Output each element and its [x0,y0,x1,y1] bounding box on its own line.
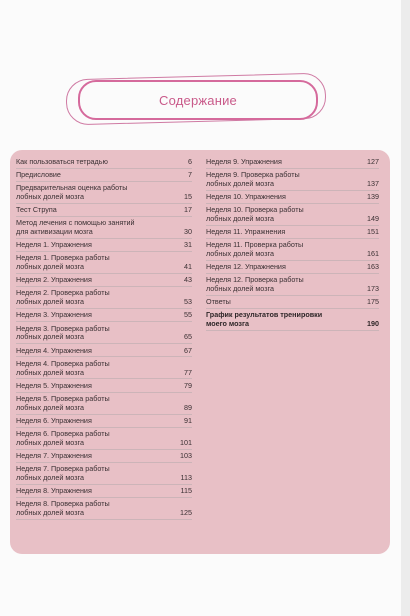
toc-entry-page-number: 17 [184,205,192,215]
toc-entry [16,206,192,217]
toc-entry [206,171,379,191]
toc-entry-title: Неделя 6. Проверка работы лобных долей мозга [16,428,110,447]
toc-entry-page-number: 151 [367,227,379,237]
toc-entry-title: Неделя 12. Проверка работы лобных долей мозга [206,275,304,294]
toc-entry-title: Неделя 12. Упражнения [206,262,286,272]
toc-entry [16,289,192,309]
toc-entry-page-number: 127 [367,157,379,166]
toc-entry-title: Метод лечения с помощью занятий для активизации мозга [16,218,135,237]
toc-entry-page-number: 190 [367,319,379,329]
toc-entry-title: Неделя 3. Упражнения [16,310,92,320]
toc-entry-page-number: 139 [367,192,379,202]
toc-panel [10,150,390,554]
page-title: Содержание [159,92,237,108]
toc-entry-title: Неделя 1. Проверка работы лобных долей мозга [16,253,110,272]
toc-entry [206,276,379,296]
toc-entry [16,500,192,520]
toc-entry-title: Неделя 10. Упражнения [206,192,286,202]
toc-entry [16,171,192,182]
toc-entry [16,465,192,485]
toc-entry [206,206,379,226]
toc-entry-page-number: 53 [184,297,192,307]
toc-entry [16,158,192,169]
toc-entry [16,395,192,415]
toc-entry-page-number: 65 [184,332,192,342]
toc-column-right [206,158,379,333]
toc-entry-title: Неделя 5. Упражнения [16,380,92,390]
toc-entry-title: Неделя 2. Проверка работы лобных долей мозга [16,288,110,307]
toc-entry-page-number: 30 [184,227,192,237]
toc-entry [16,276,192,287]
toc-entry-page-number: 149 [367,214,379,224]
toc-entry [16,241,192,252]
toc-entry-page-number: 103 [180,450,192,460]
toc-entry [16,184,192,204]
toc-entry-page-number: 163 [367,262,379,272]
toc-entry [206,298,379,309]
toc-entry [16,254,192,274]
toc-entry [16,382,192,393]
toc-entry [206,158,379,169]
toc-entry [16,219,192,239]
toc-entry [16,325,192,345]
toc-entry-title: Неделя 1. Упражнения [16,240,92,250]
toc-entry [206,263,379,274]
toc-entry-title: Как пользоваться тетрадью [16,157,108,166]
toc-entry-page-number: 77 [184,367,192,377]
toc-entry-title: Неделя 8. Упражнения [16,485,92,495]
toc-entry-title: Неделя 9. Проверка работы лобных долей мозга [206,170,300,188]
toc-entry-title: Неделя 7. Упражнения [16,450,92,460]
toc-entry-title: Неделя 11. Упражнения [206,227,286,237]
toc-entry-page-number: 41 [184,262,192,272]
toc-entry-title: Неделя 4. Проверка работы лобных долей мозга [16,358,110,377]
toc-entry-page-number: 15 [184,192,192,202]
toc-entry-page-number: 67 [184,345,192,355]
toc-entry-page-number: 137 [367,179,379,188]
toc-entry-page-number: 173 [367,284,379,294]
toc-entry-title: Неделя 2. Упражнения [16,275,92,285]
toc-entry [16,347,192,358]
toc-entry-title: Неделя 8. Проверка работы лобных долей мозга [16,499,110,517]
toc-entry-title: Неделя 4. Упражнения [16,345,92,355]
toc-entry-title: Ответы [206,297,231,307]
toc-entry-page-number: 113 [180,472,192,482]
toc-entry-page-number: 79 [184,380,192,390]
toc-entry [16,430,192,450]
toc-entry-title: Неделя 7. Проверка работы лобных долей мозга [16,463,110,482]
toc-entry-title: Предварительная оценка работы лобных долей мозга [16,183,128,202]
toc-entry-page-number: 6 [188,157,192,166]
toc-entry-page-number: 43 [184,275,192,285]
toc-entry [16,311,192,322]
title-pill [78,80,318,120]
toc-entry-title: Неделя 11. Проверка работы лобных долей мозга [206,240,304,259]
toc-entry-page-number: 89 [184,402,192,412]
toc-entry-title: Неделя 6. Упражнения [16,415,92,425]
toc-entry-page-number: 31 [184,240,192,250]
toc-entry-title: Неделя 10. Проверка работы лобных долей мозга [206,205,304,224]
toc-entry [206,193,379,204]
toc-entry-page-number: 91 [184,415,192,425]
toc-entry [206,241,379,261]
toc-entry [206,228,379,239]
toc-entry-title: Неделя 3. Проверка работы лобных долей мозга [16,323,110,342]
toc-entry-page-number: 125 [180,507,192,517]
toc-entry-page-number: 161 [367,249,379,259]
toc-entry-title: Предисловие [16,170,61,180]
toc-entry [16,417,192,428]
toc-entry [16,487,192,498]
toc-entry [16,452,192,463]
toc-entry-page-number: 115 [180,485,192,495]
toc-entry-title: График результатов тренировки моего мозга [206,310,323,329]
toc-entry-title: Неделя 5. Проверка работы лобных долей мозга [16,393,110,412]
toc-entry-page-number: 101 [180,437,192,447]
toc-entry-page-number: 55 [184,310,192,320]
page-edge [401,0,410,616]
toc-entry [16,360,192,380]
toc-entry-title: Неделя 9. Упражнения [206,157,282,166]
toc-column-left [16,158,192,522]
toc-entry-page-number: 175 [367,297,379,307]
toc-entry [206,311,379,331]
toc-entry-page-number: 7 [188,170,192,180]
toc-entry-title: Тест Струпа [16,205,57,215]
